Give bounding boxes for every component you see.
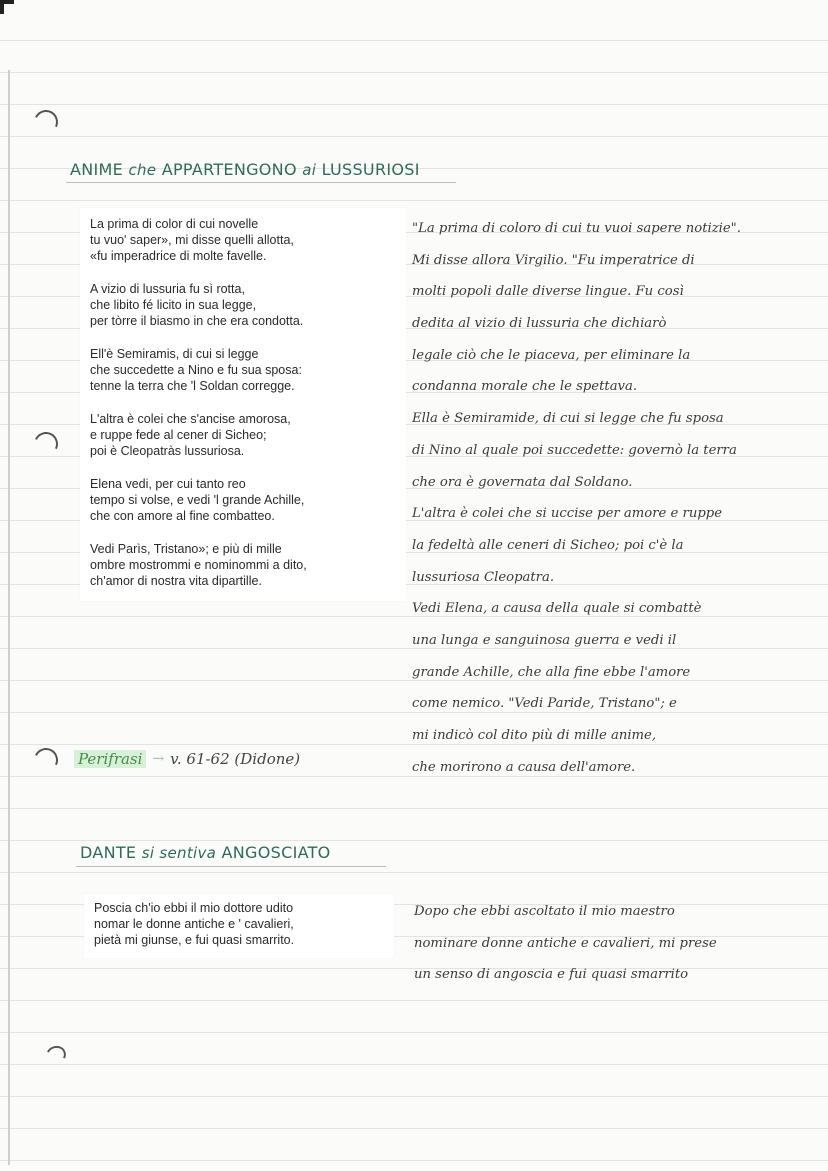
paraphrase-line: Ella è Semiramide, di cui si legge che fu sposa <box>412 411 724 427</box>
paraphrase-line: Mi disse allora Virgilio. "Fu imperatrice di <box>412 252 695 268</box>
quote-line: poi è Cleopatràs lussuriosa. <box>90 444 245 458</box>
quote-line: che con amore al fine combatteo. <box>90 509 275 523</box>
quote-line: ombre mostrommi e nominommi a dito, <box>90 558 307 572</box>
paraphrase-line: una lunga e sanguinosa guerra e vedi il <box>412 632 677 648</box>
quote-line: A vizio di lussuria fu sì rotta, <box>90 282 245 296</box>
paraphrase-line: Vedi Elena, a causa della quale si combattè <box>412 601 702 617</box>
heading-word: ai <box>302 161 317 179</box>
paraphrase-line: lussuriosa Cleopatra. <box>412 569 555 585</box>
heading-word: LUSSURIOSI <box>316 160 420 179</box>
quote-line: La prima di color di cui novelle <box>90 217 259 231</box>
page-margin-line <box>8 70 10 1165</box>
heading-word: che <box>128 161 157 179</box>
heading-underline <box>76 866 386 867</box>
paraphrase-line: mi indicò col dito più di mille anime, <box>412 728 657 743</box>
quote-line: Vedi Parìs, Tristano»; e più di mille <box>90 542 282 556</box>
paraphrase-line: che ora è governata dal Soldano. <box>412 474 633 490</box>
ring-hole-1 <box>31 107 62 138</box>
perifrasi-reference: v. 61-62 (Didone) <box>170 750 301 768</box>
quote-stanza <box>90 281 396 329</box>
heading-word: ANGOSCIATO <box>216 843 331 862</box>
quote-stanza <box>90 541 396 589</box>
heading-word: si sentiva <box>141 844 217 862</box>
quote-line: nomar le donne antiche e ' cavalieri, <box>94 917 294 931</box>
quote-stanza <box>90 216 396 264</box>
quote-line: «fu imperadrice di molte favelle. <box>90 249 267 263</box>
paraphrase-line: "La prima di coloro di cui tu vuoi sapere notizie". <box>412 221 741 236</box>
quote-line: Elena vedi, per cui tanto reo <box>90 477 246 491</box>
paraphrase-line: la fedeltà alle ceneri di Sicheo; poi c'è la <box>412 537 684 553</box>
heading-underline <box>66 182 456 183</box>
quote-stanza <box>90 476 396 524</box>
quote-line: che succedette a Nino e fu sua sposa: <box>90 363 302 377</box>
paraphrase-line: nominare donne antiche e cavalieri, mi prese <box>414 935 717 951</box>
perifrasi-note <box>74 747 300 771</box>
section1-paraphrase <box>412 213 817 783</box>
quote-line: tenne la terra che 'l Soldan corregge. <box>90 379 295 393</box>
quote-line: L'altra è colei che s'ancise amorosa, <box>90 412 291 426</box>
section1-heading <box>70 160 420 179</box>
paraphrase-line: come nemico. "Vedi Paride, Tristano"; e <box>412 696 677 712</box>
quote-line: tu vuo' saper», mi disse quelli allotta, <box>90 233 294 247</box>
quote-stanza <box>94 900 384 948</box>
paraphrase-line: condanna morale che le spettava. <box>412 379 638 395</box>
quote-line: tempo si volse, e vedi 'l grande Achille, <box>90 493 305 507</box>
ring-hole-4 <box>44 1043 69 1067</box>
quote-line: e ruppe fede al cener di Sicheo; <box>90 428 267 442</box>
quote-line: Ell'è Semiramis, di cui si legge <box>90 347 259 361</box>
ring-hole-2 <box>31 429 62 460</box>
heading-word: DANTE <box>80 843 142 862</box>
ring-hole-3 <box>31 745 62 776</box>
section2-heading <box>80 843 331 862</box>
quote-stanza <box>90 411 396 459</box>
quote-line: Poscia ch'io ebbi il mio dottore udito <box>94 901 294 915</box>
paraphrase-line: dedita al vizio di lussuria che dichiarò <box>412 316 667 332</box>
heading-word: ANIME <box>70 160 129 179</box>
paraphrase-line: Dopo che ebbi ascoltato il mio maestro <box>414 904 675 919</box>
paraphrase-line: di Nino al quale poi succedette: governò la terra <box>412 442 737 458</box>
quote-stanza <box>90 346 396 394</box>
quote-line: pietà mi giunse, e fui quasi smarrito. <box>94 933 295 947</box>
quote-line: per tòrre il biasmo in che era condotta. <box>90 314 304 328</box>
heading-word: APPARTENGONO <box>156 160 303 179</box>
section2-quote-box <box>84 894 394 958</box>
perifrasi-term: Perifrasi <box>74 750 146 768</box>
quote-line: che libito fé licito in sua legge, <box>90 298 257 312</box>
quote-line: ch'amor di nostra vita dipartille. <box>90 574 262 588</box>
paraphrase-line: che morirono a causa dell'amore. <box>412 759 636 775</box>
paraphrase-line: un senso di angoscia e fui quasi smarrito <box>414 967 689 983</box>
paraphrase-line: legale ciò che le piaceva, per eliminare la <box>412 347 691 363</box>
arrow-right-icon: → <box>152 751 165 767</box>
section1-quote-box <box>80 208 406 601</box>
corner-mark <box>0 0 14 14</box>
section2-paraphrase <box>414 896 814 991</box>
paraphrase-line: grande Achille, che alla fine ebbe l'amore <box>412 664 691 680</box>
paraphrase-line: molti popoli dalle diverse lingue. Fu così <box>412 284 684 300</box>
paraphrase-line: L'altra è colei che si uccise per amore e ruppe <box>412 506 723 522</box>
